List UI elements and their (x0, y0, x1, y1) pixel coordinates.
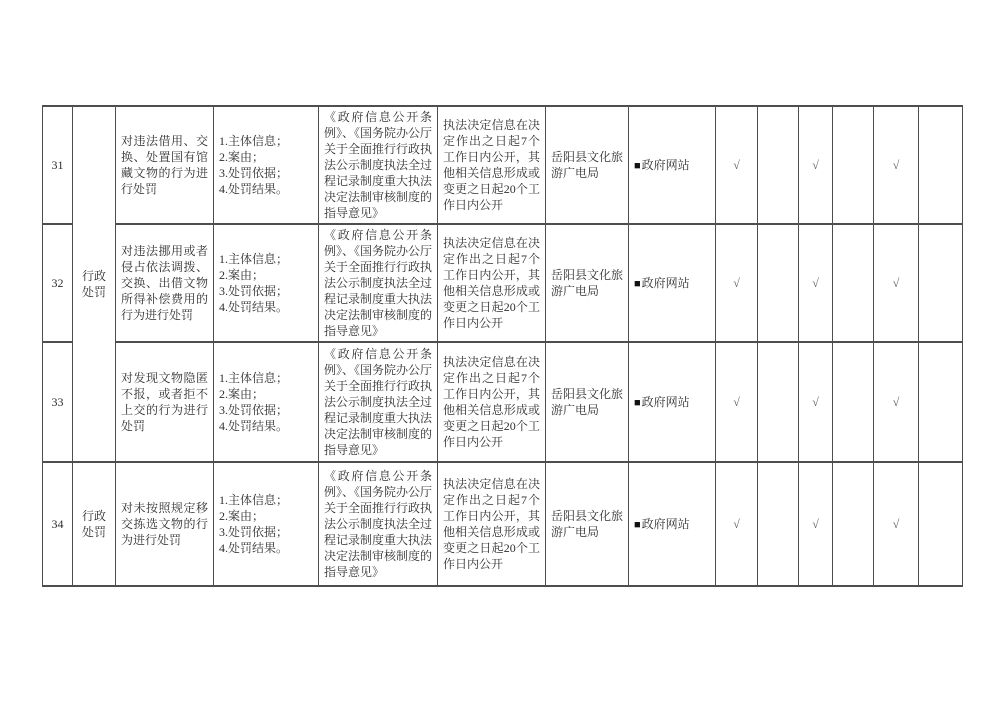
content-item: 1.主体信息； (219, 493, 289, 507)
department-cell: 岳阳县文化旅游广电局 (546, 342, 629, 462)
check-cell (919, 106, 963, 224)
action-cell: 对发现文物隐匿不报，或者拒不上交的行为进行处罚 (116, 342, 214, 462)
content-item: 2.案由； (219, 387, 265, 401)
table-row (43, 106, 963, 224)
timing-cell: 执法决定信息在决定作出之日起7个工作日内公开，其他相关信息形成或变更之日起20个工作日内公开 (438, 224, 546, 342)
check-cell (919, 462, 963, 586)
check-mark: √ (812, 395, 819, 409)
content-item: 4.处罚结果。 (219, 541, 289, 555)
check-cell (919, 224, 963, 342)
legal-basis-cell: 《政府信息公开条例》、《国务院办公厅关于全面推行行政执法公示制度执法全过程记录制度重大执法决定法制审核制度的指导意见》 (319, 224, 438, 342)
content-item: 3.处罚依据； (219, 403, 289, 417)
content-item: 1.主体信息； (219, 134, 289, 148)
content-item: 2.案由； (219, 509, 265, 523)
row-number-cell: 34 (43, 462, 73, 586)
content-item: 1.主体信息； (219, 252, 289, 266)
channel-label: 政府网站 (641, 275, 690, 290)
check-cell (833, 342, 874, 462)
filled-square-icon: ■ (634, 159, 641, 172)
channel-cell (629, 462, 716, 586)
content-items-cell (214, 224, 319, 342)
check-mark: √ (733, 395, 740, 409)
check-cell (874, 224, 919, 342)
filled-square-icon: ■ (634, 277, 641, 290)
row-number-cell: 31 (43, 106, 73, 224)
check-cell (919, 342, 963, 462)
content-items-cell (214, 106, 319, 224)
action-cell: 对违法挪用或者侵占依法调拨、交换、出借文物所得补偿费用的行为进行处罚 (116, 224, 214, 342)
check-cell (833, 462, 874, 586)
channel-cell (629, 106, 716, 224)
check-mark: √ (812, 158, 819, 172)
check-mark: √ (892, 276, 900, 290)
check-cell (758, 342, 799, 462)
check-mark: √ (812, 517, 819, 531)
content-item: 3.处罚依据； (219, 525, 289, 539)
content-item: 4.处罚结果。 (219, 182, 289, 196)
table-row (43, 224, 963, 342)
check-mark: √ (812, 276, 819, 290)
check-cell (799, 224, 833, 342)
channel-cell (629, 224, 716, 342)
channel-label: 政府网站 (641, 394, 690, 409)
disclosure-table (42, 105, 963, 587)
check-mark: √ (892, 158, 900, 172)
legal-basis-cell: 《政府信息公开条例》、《国务院办公厅关于全面推行行政执法公示制度执法全过程记录制度重大执法决定法制审核制度的指导意见》 (319, 106, 438, 224)
check-cell (716, 106, 758, 224)
channel-label: 政府网站 (641, 516, 690, 531)
row-number-cell: 33 (43, 342, 73, 462)
check-cell (833, 106, 874, 224)
department-cell: 岳阳县文化旅游广电局 (546, 106, 629, 224)
department-cell: 岳阳县文化旅游广电局 (546, 462, 629, 586)
filled-square-icon: ■ (634, 396, 641, 409)
check-mark: √ (892, 517, 900, 531)
row-number-cell: 32 (43, 224, 73, 342)
legal-basis-cell: 《政府信息公开条例》、《国务院办公厅关于全面推行行政执法公示制度执法全过程记录制度重大执法决定法制审核制度的指导意见》 (319, 462, 438, 586)
check-cell (874, 106, 919, 224)
check-cell (758, 462, 799, 586)
content-item: 2.案由； (219, 268, 265, 282)
check-cell (758, 224, 799, 342)
content-item: 4.处罚结果。 (219, 419, 289, 433)
content-items-cell (214, 342, 319, 462)
table-row (43, 342, 963, 462)
check-mark: √ (733, 276, 740, 290)
check-mark: √ (733, 158, 740, 172)
content-item: 2.案由； (219, 150, 265, 164)
legal-basis-cell: 《政府信息公开条例》、《国务院办公厅关于全面推行行政执法公示制度执法全过程记录制度重大执法决定法制审核制度的指导意见》 (319, 342, 438, 462)
check-cell (716, 224, 758, 342)
category-cell: 行政处罚 (73, 106, 116, 462)
check-cell (833, 224, 874, 342)
check-cell (758, 106, 799, 224)
check-cell (799, 106, 833, 224)
check-mark: √ (733, 517, 740, 531)
content-items-cell (214, 462, 319, 586)
filled-square-icon: ■ (634, 518, 641, 531)
check-cell (799, 342, 833, 462)
content-item: 1.主体信息； (219, 371, 289, 385)
check-mark: √ (892, 395, 900, 409)
check-cell (716, 462, 758, 586)
action-cell: 对未按照规定移交拣选文物的行为进行处罚 (116, 462, 214, 586)
check-cell (799, 462, 833, 586)
check-cell (874, 462, 919, 586)
check-cell (874, 342, 919, 462)
action-cell: 对违法借用、交换、处置国有馆藏文物的行为进行处罚 (116, 106, 214, 224)
department-cell: 岳阳县文化旅游广电局 (546, 224, 629, 342)
channel-cell (629, 342, 716, 462)
timing-cell: 执法决定信息在决定作出之日起7个工作日内公开，其他相关信息形成或变更之日起20个工作日内公开 (438, 342, 546, 462)
category-cell: 行政处罚 (73, 462, 116, 586)
check-cell (716, 342, 758, 462)
content-item: 3.处罚依据； (219, 284, 289, 298)
channel-label: 政府网站 (641, 157, 690, 172)
timing-cell: 执法决定信息在决定作出之日起7个工作日内公开，其他相关信息形成或变更之日起20个工作日内公开 (438, 462, 546, 586)
content-item: 4.处罚结果。 (219, 300, 289, 314)
timing-cell: 执法决定信息在决定作出之日起7个工作日内公开，其他相关信息形成或变更之日起20个工作日内公开 (438, 106, 546, 224)
content-item: 3.处罚依据； (219, 166, 289, 180)
table-row (43, 462, 963, 586)
